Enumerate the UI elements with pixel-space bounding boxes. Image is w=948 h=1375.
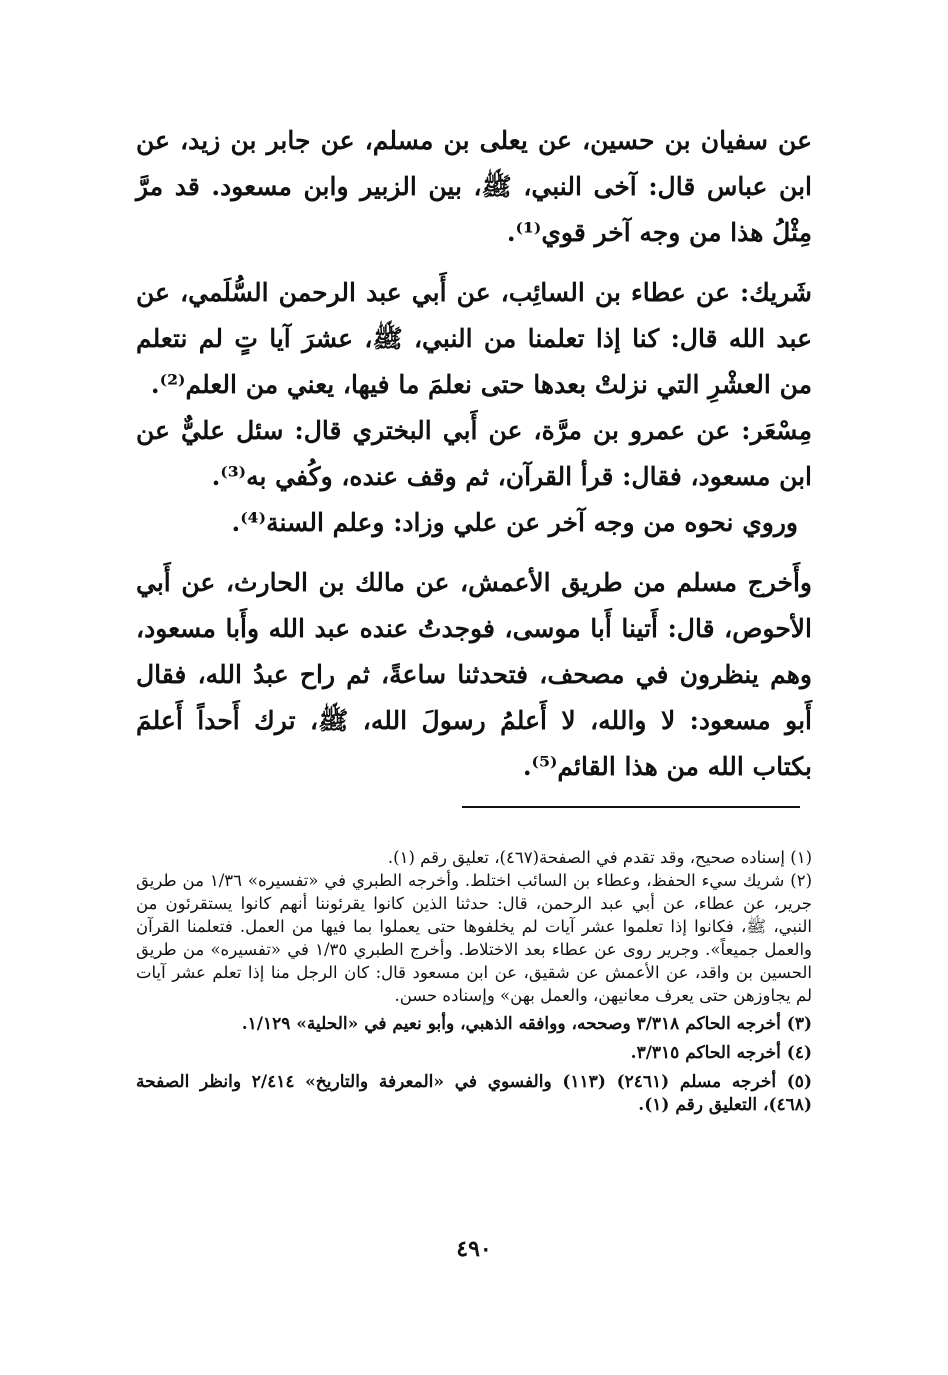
footnote-2: (٢) شريك سيء الحفظ، وعطاء بن السائب اختلط. وأخرجه الطبري في «تفسيره» ١/٣٦ من طريق جرير، عن عطاء، عن أبي عبد الرحمن، قال: حدثنا الذين كانوا يقرئوننا أنهم كانوا يستقرئون من النبي، ﷺ، فكانوا إذا تعلموا عشر آيات لم يخلفوها حتى يعملوا بما فيها من العمل. فتعلمنا القرآن والعمل جميعاً». وجرير روى عن عطاء بعد الاختلاط. وأخرج الطبري ١/٣٥ في «تفسيره» من طريق الحسين بن واقد، عن الأعمش عن شقيق، عن ابن مسعود قال: كان الرجل منا إذا تعلم عشر آيات لم يجاوزهن حتى يعرف معانيهن، والعمل بهن» وإسناده حسن. xyxy=(136,871,812,1005)
paragraph-misar: مِسْعَر: عن عمرو بن مرَّة، عن أَبي البختري قال: سئل عليٌّ عن ابن مسعود، فقال: قرأ القرآن، ثم وقف عنده، وكُفي به⁽³⁾. xyxy=(136,416,812,491)
footnotes xyxy=(136,846,812,1117)
footnote-1: (١) إسناده صحيح، وقد تقدم في الصفحة(٤٦٧)، تعليق رقم (١). xyxy=(387,848,812,867)
footnote-separator xyxy=(462,806,800,808)
footnote-5: (٥) أخرجه مسلم (٢٤٦١) (١١٣) والفسوي في «المعرفة والتاريخ» ٢/٤١٤ وانظر الصفحة (٤٦٨)، التعليق رقم (١). xyxy=(136,1072,812,1115)
main-text xyxy=(136,118,812,790)
paragraph-sharik: شَريك: عن عطاء بن السائِب، عن أَبي عبد الرحمن السُّلَمي، عن عبد الله قال: كنا إذا تعلمنا من النبي، ﷺ، عشرَ آيا تٍ لم نتعلم من العشْرِ التي نزلتْ بعدها حتى نعلمَ ما فيها، يعني من العلم⁽²⁾. xyxy=(136,278,812,399)
footnote-4: (٤) أخرجه الحاكم ٣/٣١٥. xyxy=(630,1043,812,1063)
paragraph-muslim: وأَخرج مسلم من طريق الأعمش، عن مالك بن الحارث، عن أَبي الأحوص، قال: أَتينا أَبا موسى، فوجدتُ عنده عبد الله وأَبا مسعود، وهم ينظرون في مصحف، فتحدثنا ساعةً، ثم راح عبدُ الله، فقال أَبو مسعود: لا والله، لا أَعلمُ رسولَ الله، ﷺ، ترك أَحداً أَعلمَ بكتاب الله من هذا القائم⁽⁵⁾. xyxy=(136,568,812,781)
page-number: ٤٩٠ xyxy=(456,1236,492,1262)
paragraph-ibn-abbas: عن سفيان بن حسين، عن يعلى بن مسلم، عن جابر بن زيد، عن ابن عباس قال: آخى النبي، ﷺ، بين الزبير وابن مسعود. قد مرَّ مِثْلُ هذا من وجه آخر قوي⁽¹⁾. xyxy=(136,126,812,247)
paragraph-rowiya: وروي نحوه من وجه آخر عن علي وزاد: وعلم السنة⁽⁴⁾. xyxy=(231,508,798,537)
footnote-3: (٣) أخرجه الحاكم ٣/٣١٨ وصححه، ووافقه الذهبي، وأبو نعيم في «الحلية» ١/١٢٩. xyxy=(241,1014,812,1034)
